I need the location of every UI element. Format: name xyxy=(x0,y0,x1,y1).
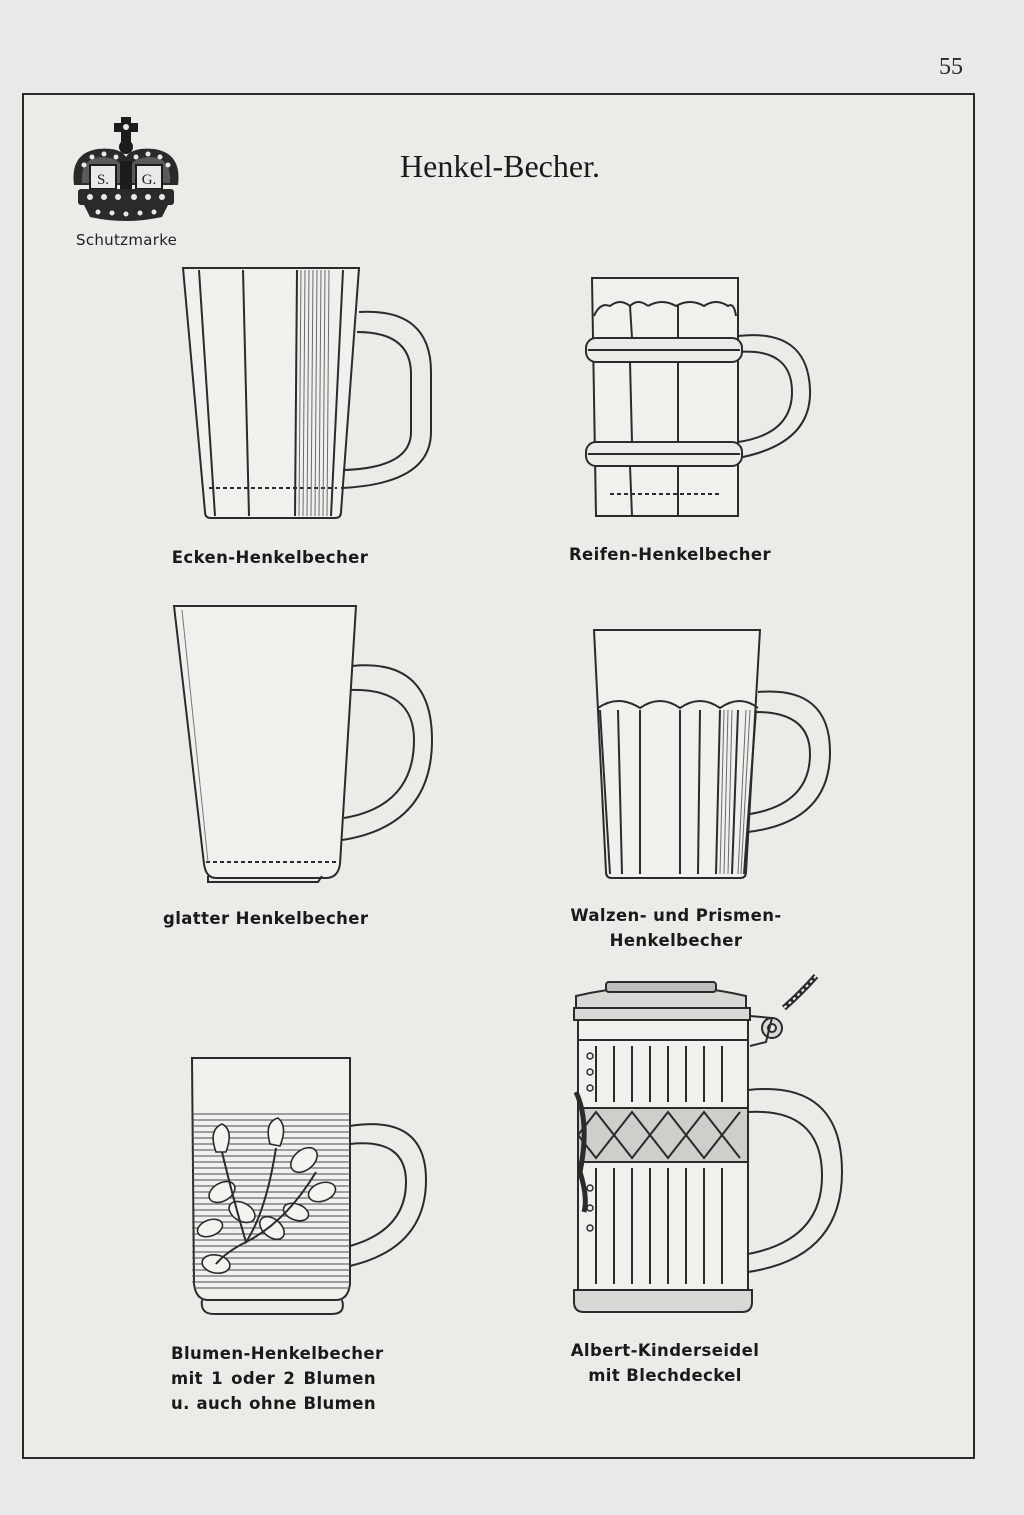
caption-walzen-prismen-henkelbecher: Walzen- und Prismen- Henkelbecher xyxy=(570,906,782,950)
page-title: Henkel-Becher. xyxy=(400,148,600,184)
page-number: 55 xyxy=(939,54,963,80)
albert-kinderseidel-drawing xyxy=(566,972,856,1320)
monogram-left: S. xyxy=(96,172,110,188)
blumen-henkelbecher-drawing xyxy=(186,1052,432,1322)
crown-logo-icon xyxy=(62,113,192,231)
monogram-right: G. xyxy=(141,172,157,188)
caption-reifen-henkelbecher: Reifen-Henkelbecher xyxy=(568,545,772,564)
caption-albert-kinderseidel: Albert-Kinderseidel mit Blechdeckel xyxy=(570,1341,760,1385)
trademark xyxy=(62,113,192,253)
caption-glatter-henkelbecher: glatter Henkelbecher xyxy=(163,909,369,928)
caption-ecken-henkelbecher: Ecken-Henkelbecher xyxy=(171,548,369,567)
reifen-henkelbecher-drawing xyxy=(580,272,820,524)
caption-blumen-henkelbecher: Blumen-Henkelbecher mit 1 oder 2 Blumen u. auch ohne Blumen xyxy=(171,1344,384,1413)
trademark-label: Schutzmarke xyxy=(76,231,178,249)
glatter-henkelbecher-drawing xyxy=(168,600,440,885)
ecken-henkelbecher-drawing xyxy=(175,262,445,527)
walzen-prismen-henkelbecher-drawing xyxy=(588,624,838,882)
